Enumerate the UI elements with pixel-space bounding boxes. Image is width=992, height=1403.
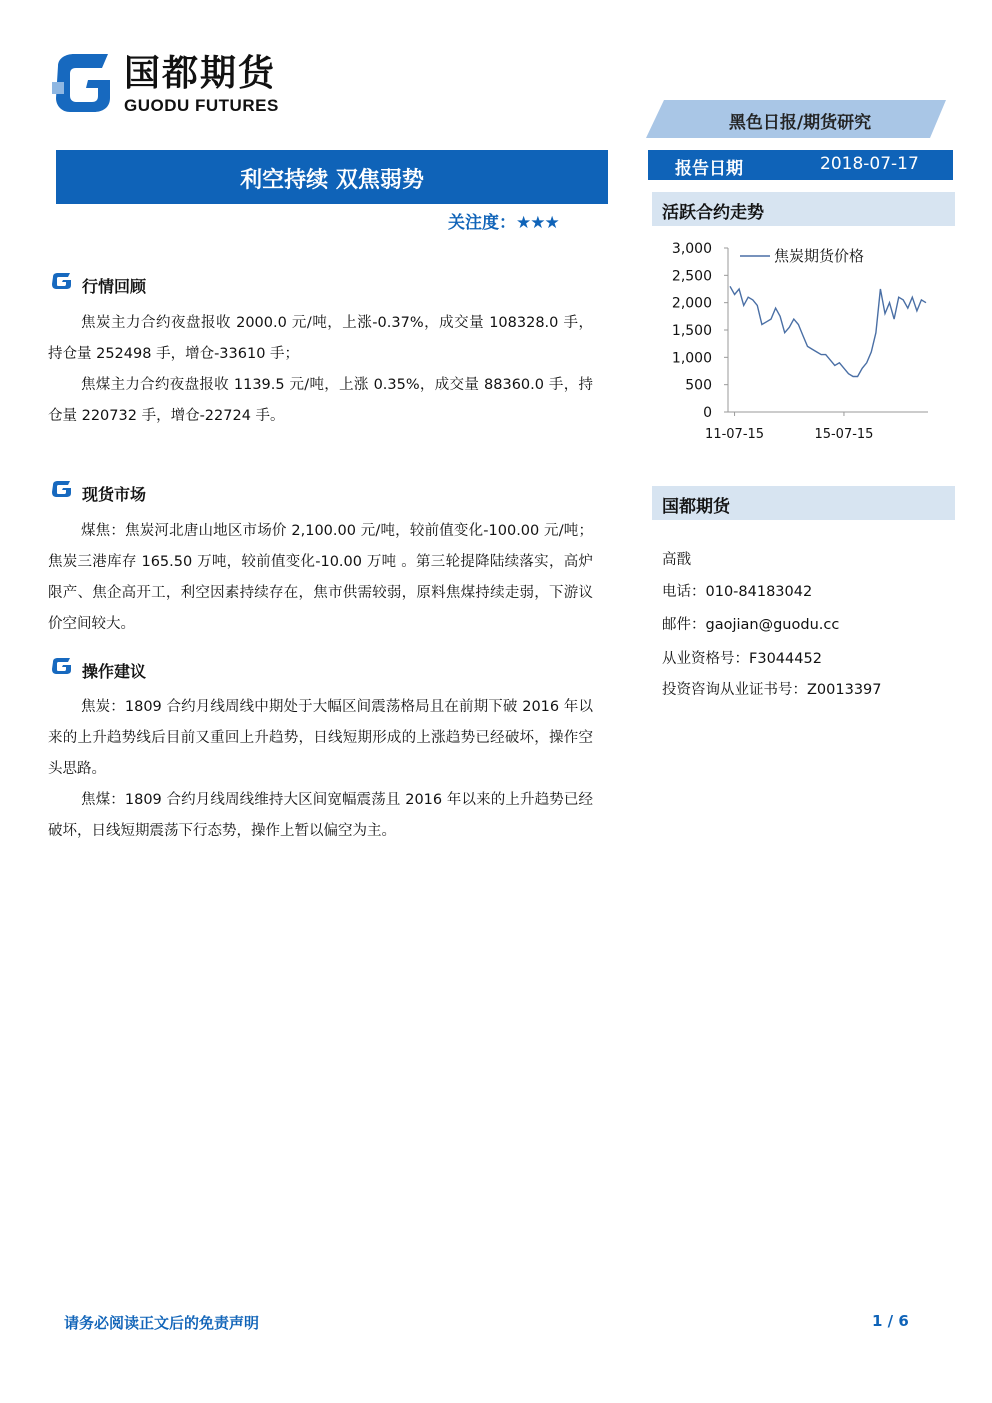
- analyst-email[interactable]: 邮件：gaojian@guodu.cc: [662, 617, 840, 633]
- paragraph: 焦炭：1809 合约月线周线中期处于大幅区间震荡格局且在前期下破 2016 年以来的上升趋势线后目前又重回上升趋势，日线短期形成的上涨趋势已经破坏，操作空头思路。: [48, 699, 593, 777]
- section-logo-icon: [50, 272, 72, 290]
- report-title: 利空持续 双焦弱势: [240, 168, 424, 193]
- paragraph: 焦煤：1809 合约月线周线维持大区间宽幅震荡且 2016 年以来的上升趋势已经破坏，日线短期震荡下行态势，操作上暂以偏空为主。: [48, 792, 593, 839]
- section-title-market-review: 行情回顾: [82, 277, 147, 296]
- section-title-spot-market: 现货市场: [82, 485, 147, 504]
- section-title-trading-advice: 操作建议: [82, 662, 147, 681]
- analyst-phone: 电话：010-84183042: [662, 584, 813, 600]
- logo-icon: [52, 52, 114, 114]
- brand-name-en: GUODU FUTURES: [124, 96, 279, 115]
- chart-heading-bar: [652, 192, 955, 226]
- y-tick-label: 2,500: [671, 268, 712, 285]
- section-logo-icon: [50, 480, 72, 498]
- attention-label: 关注度：: [448, 213, 516, 233]
- y-tick-label: 1,500: [671, 323, 712, 339]
- paragraph: 焦炭主力合约夜盘报收 2000.0 元/吨，上涨-0.37%，成交量 108328.0 手，持仓量 252498 手，增仓-33610 手；: [48, 315, 593, 362]
- section-body-trading-advice: [48, 692, 593, 847]
- report-date: 2018-07-17: [820, 154, 919, 174]
- paragraph: 焦煤主力合约夜盘报收 1139.5 元/吨，上涨 0.35%，成交量 88360.0 手，持仓量 220732 手，增仓-22724 手。: [48, 377, 593, 424]
- y-tick-label: 0: [703, 405, 712, 421]
- paragraph: 煤焦：焦炭河北唐山地区市场价 2,100.00 元/吨，较前值变化-100.00 元/吨；焦炭三港库存 165.50 万吨，较前值变化-10.00 万吨 。第三轮提降陆续落实，高炉限产、焦企高开工，利空因素持续存在，焦市供需较弱，原料焦煤持续走弱，下游议价空间较大。: [48, 523, 593, 632]
- x-tick-label: 15-07-15: [814, 427, 874, 442]
- company-heading-bar: [652, 486, 955, 520]
- section-body-market-review: [48, 308, 593, 432]
- analyst-certificate: 投资咨询从业证书号：Z0013397: [662, 682, 882, 698]
- company-heading: 国都期货: [662, 497, 730, 517]
- disclaimer-link[interactable]: 请务必阅读正文后的免责声明: [64, 1314, 260, 1332]
- report-date-label: 报告日期: [675, 159, 743, 179]
- chart-heading: 活跃合约走势: [662, 203, 764, 223]
- series-line: [730, 286, 926, 376]
- page-number: 1 / 6: [872, 1312, 909, 1330]
- section-logo-icon: [50, 657, 72, 675]
- attention-rating: [448, 208, 559, 233]
- report-category: 黑色日报/期货研究: [728, 113, 872, 133]
- y-tick-label: 2,000: [671, 295, 712, 312]
- analyst-qualification: 从业资格号：F3044452: [662, 651, 822, 667]
- brand-name-cn: 国都期货: [124, 53, 277, 94]
- attention-stars: ★★★: [516, 213, 559, 233]
- y-tick-label: 3,000: [671, 241, 712, 257]
- y-tick-label: 1,000: [671, 350, 712, 367]
- legend-label: 焦炭期货价格: [774, 247, 865, 265]
- section-body-spot-market: [48, 516, 593, 640]
- analyst-name: 高戬: [662, 552, 691, 568]
- price-chart: [652, 232, 952, 452]
- y-tick-label: 500: [685, 377, 712, 394]
- x-tick-label: 11-07-15: [705, 427, 765, 442]
